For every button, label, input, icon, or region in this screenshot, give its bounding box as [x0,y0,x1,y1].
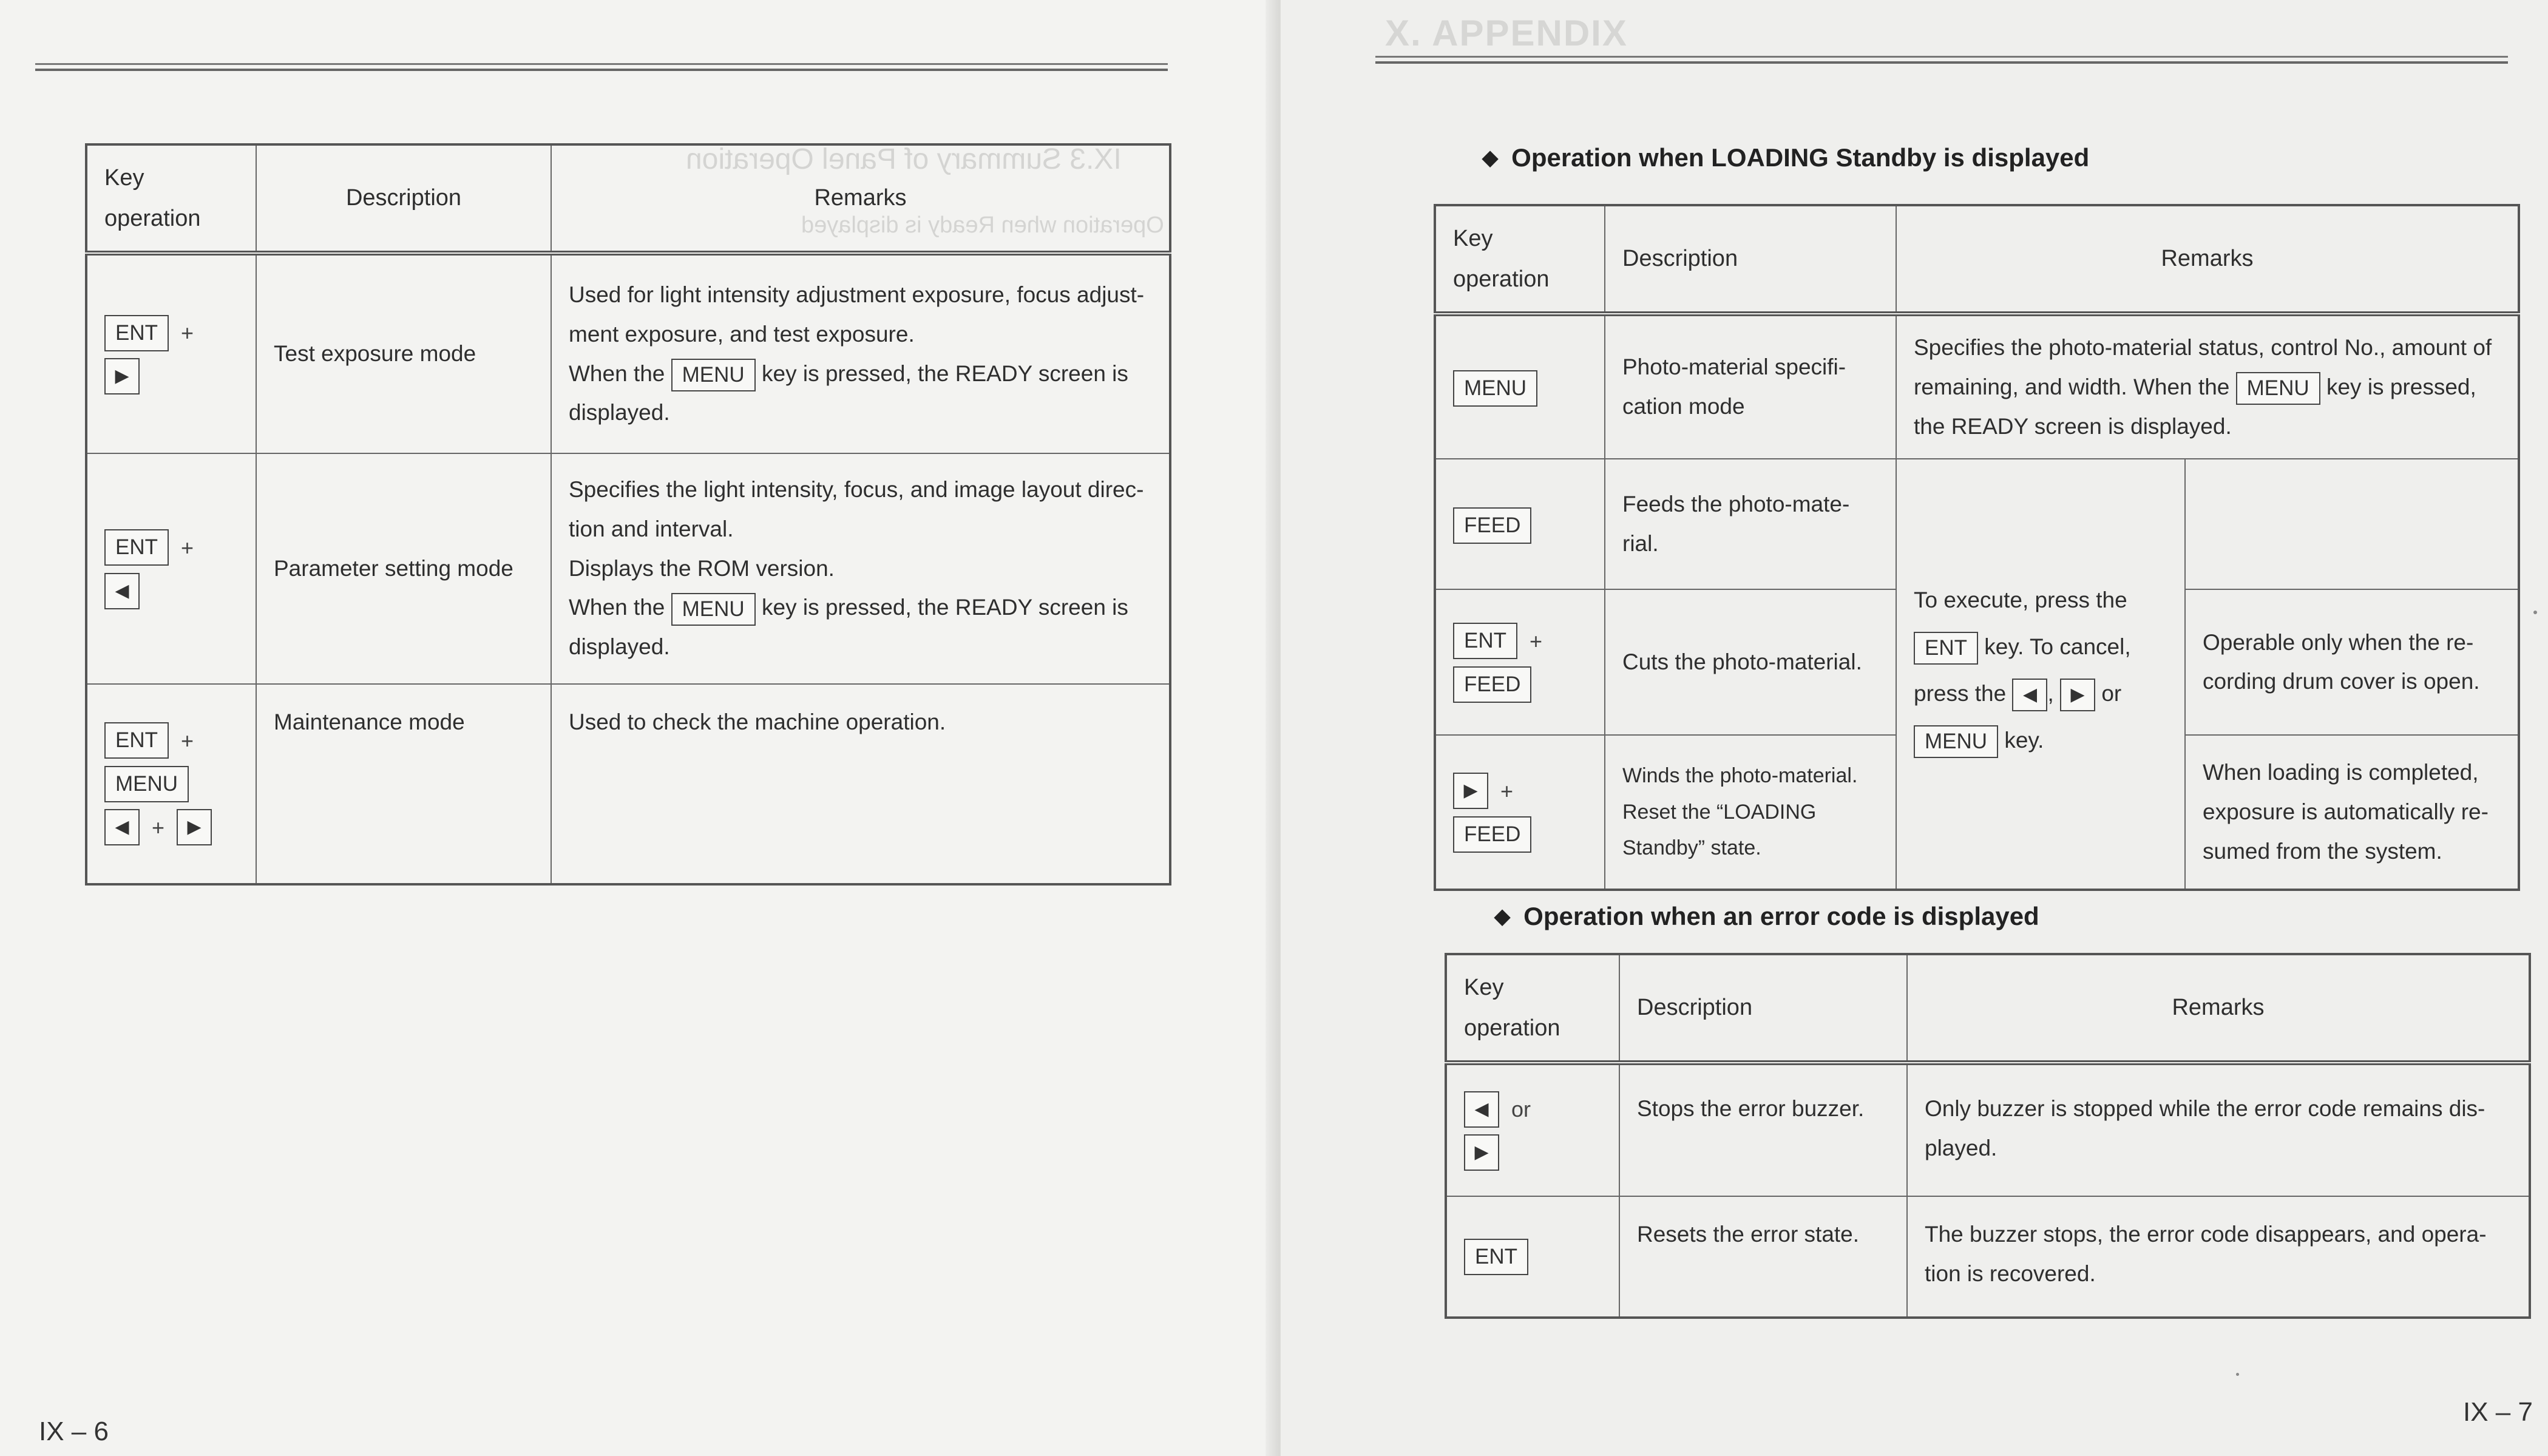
feed-key: FEED [1453,816,1531,853]
key-operation-cell [1435,314,1605,459]
ghost-heading-left: IX.3 Summary of Panel Operation [686,143,1122,175]
page-number-right: IX – 7 [2463,1397,2533,1427]
header-description: Description [1619,954,1907,1063]
left-arrow-key-icon: ◀ [1464,1091,1499,1128]
menu-key: MENU [671,359,756,391]
header-key-operation: Key operation [1435,205,1605,314]
remarks-key-line [569,354,1152,394]
plus-sign: + [181,535,194,560]
remarks-cell [551,453,1170,684]
or-text: or [2101,680,2122,706]
ent-key: ENT [104,315,169,351]
error-code-table [1445,953,2531,1319]
remarks-cell-loading: When loading is completed, exposure is automatically re- sumed from the system. [2185,735,2519,890]
header-remarks: Remarks [1896,205,2519,314]
right-arrow-key-icon: ▶ [1453,773,1488,809]
key-operation-cell [1446,1196,1619,1318]
table-row [1446,1196,2530,1318]
table-row [86,453,1170,684]
remarks-cell: Used to check the machine operation. [551,684,1170,884]
speck-mark [2533,611,2537,614]
left-key-table [85,143,1171,885]
header-key-operation: Key operation [86,144,256,253]
remarks-cell [1896,314,2519,459]
key-operation-cell [1435,589,1605,735]
remarks-line [1914,628,2167,667]
section-title-loading [1482,143,2089,172]
plus-sign: + [152,814,165,840]
menu-key: MENU [671,593,756,626]
ent-key: ENT [1464,1239,1528,1275]
key-operation-cell [1435,459,1605,589]
header-key-operation: Key operation [1446,954,1619,1063]
key-operation-cell [1446,1063,1619,1196]
remarks-text: key is pressed, the READY screen is displayed. [1914,374,2476,439]
key-operation-cell [86,684,256,884]
table-row [1446,1063,2530,1196]
ghost-subheading-left: Operation when Ready is displayed [801,212,1164,238]
remarks-text: key is pressed, the READY screen is [762,595,1128,620]
remarks-cell-cover: Operable only when the re- cording drum cover is open. [2185,589,2519,735]
header-remarks: Remarks [1907,954,2530,1063]
page-number-left: IX – 6 [39,1417,109,1446]
table-row [86,684,1170,884]
diamond-bullet-icon: ◆ [1494,905,1511,928]
description-cell: Resets the error state. [1619,1196,1907,1318]
description-cell: Cuts the photo-material. [1605,589,1896,735]
table-row [1435,314,2519,459]
remarks-line [1914,721,2167,760]
ent-key: ENT [104,722,169,759]
speck-mark [2236,1373,2239,1376]
section-title-error [1494,902,2039,931]
remarks-text: key is pressed, the READY screen is [762,361,1128,386]
key-operation-cell [86,253,256,453]
description-cell: Photo-material specifi- cation mode [1605,314,1896,459]
remarks-cell [551,253,1170,453]
remarks-line: To execute, press the [1914,587,2127,613]
description-cell: Winds the photo-material. Reset the “LOADING Standby” state. [1605,735,1896,890]
plus-sign: + [181,728,194,753]
section-title-text: Operation when an error code is displayed [1523,902,2039,930]
loading-standby-table [1434,204,2520,891]
feed-key: FEED [1453,507,1531,544]
ent-key: ENT [104,529,169,566]
remarks-line: displayed. [569,400,670,425]
remarks-text: key. [2004,727,2044,753]
remarks-line: ment exposure, and test exposure. [569,321,915,347]
table-header-row [86,144,1170,253]
empty-remarks-cell [2185,459,2519,589]
right-arrow-key-icon: ▶ [1464,1134,1499,1171]
right-arrow-key-icon: ▶ [104,358,140,394]
right-page [1281,0,2548,1456]
feed-key: FEED [1453,666,1531,703]
plus-sign: + [181,320,194,345]
plus-sign: + [1500,778,1514,804]
section-title-text: Operation when LOADING Standby is displayed [1511,143,2090,172]
ghost-appendix-heading: X. APPENDIX [1385,13,1628,53]
menu-key: MENU [2236,372,2320,405]
header-remarks: Remarks [551,144,1170,253]
remarks-line: Used for light intensity adjustment exposure, focus adjust- [569,282,1145,307]
description-cell: Stops the error buzzer. [1619,1063,1907,1196]
shared-remarks-cell [1896,459,2185,890]
or-text: or [1511,1097,1531,1122]
description-cell: Parameter setting mode [256,453,551,684]
menu-key: MENU [1914,725,1998,758]
comma: , [2047,680,2054,706]
right-arrow-key-icon: ▶ [2060,679,2095,711]
description-cell: Maintenance mode [256,684,551,884]
table-row [86,253,1170,453]
table-row [1435,459,2519,589]
left-arrow-key-icon: ◀ [104,809,140,845]
remarks-text: When the [569,595,665,620]
table-header-row [1435,205,2519,314]
remarks-text: When the [569,361,665,386]
description-cell: Feeds the photo-mate- rial. [1605,459,1896,589]
diamond-bullet-icon: ◆ [1482,146,1499,169]
remarks-text: Specifies the photo-material status, control No., amount of remaining, and width. When the [1914,335,2492,399]
ent-key: ENT [1453,623,1517,659]
menu-key: MENU [104,766,189,802]
left-arrow-key-icon: ◀ [104,573,140,609]
header-description: Description [256,144,551,253]
remarks-line: displayed. [569,634,670,660]
remarks-key-line [569,588,1152,628]
key-operation-cell [86,453,256,684]
description-cell: Test exposure mode [256,253,551,453]
remarks-line [1914,674,2167,714]
left-arrow-key-icon: ◀ [2012,679,2047,711]
ent-key: ENT [1914,632,1978,665]
remarks-line: Displays the ROM version. [569,555,835,581]
remarks-text: key. To cancel, [1984,634,2131,659]
header-description: Description [1605,205,1896,314]
remarks-line: tion and interval. [569,516,734,541]
remarks-cell: Only buzzer is stopped while the error code remains dis- played. [1907,1063,2530,1196]
header-rule-left [35,63,1168,65]
table-header-row [1446,954,2530,1063]
menu-key: MENU [1453,370,1537,407]
remarks-cell: The buzzer stops, the error code disappears, and opera- tion is recovered. [1907,1196,2530,1318]
plus-sign: + [1530,628,1543,654]
header-rule-right [1375,56,2508,58]
remarks-text: press the [1914,680,2007,706]
key-operation-cell [1435,735,1605,890]
right-arrow-key-icon: ▶ [177,809,212,845]
remarks-line: Specifies the light intensity, focus, and image layout direc- [569,477,1144,503]
